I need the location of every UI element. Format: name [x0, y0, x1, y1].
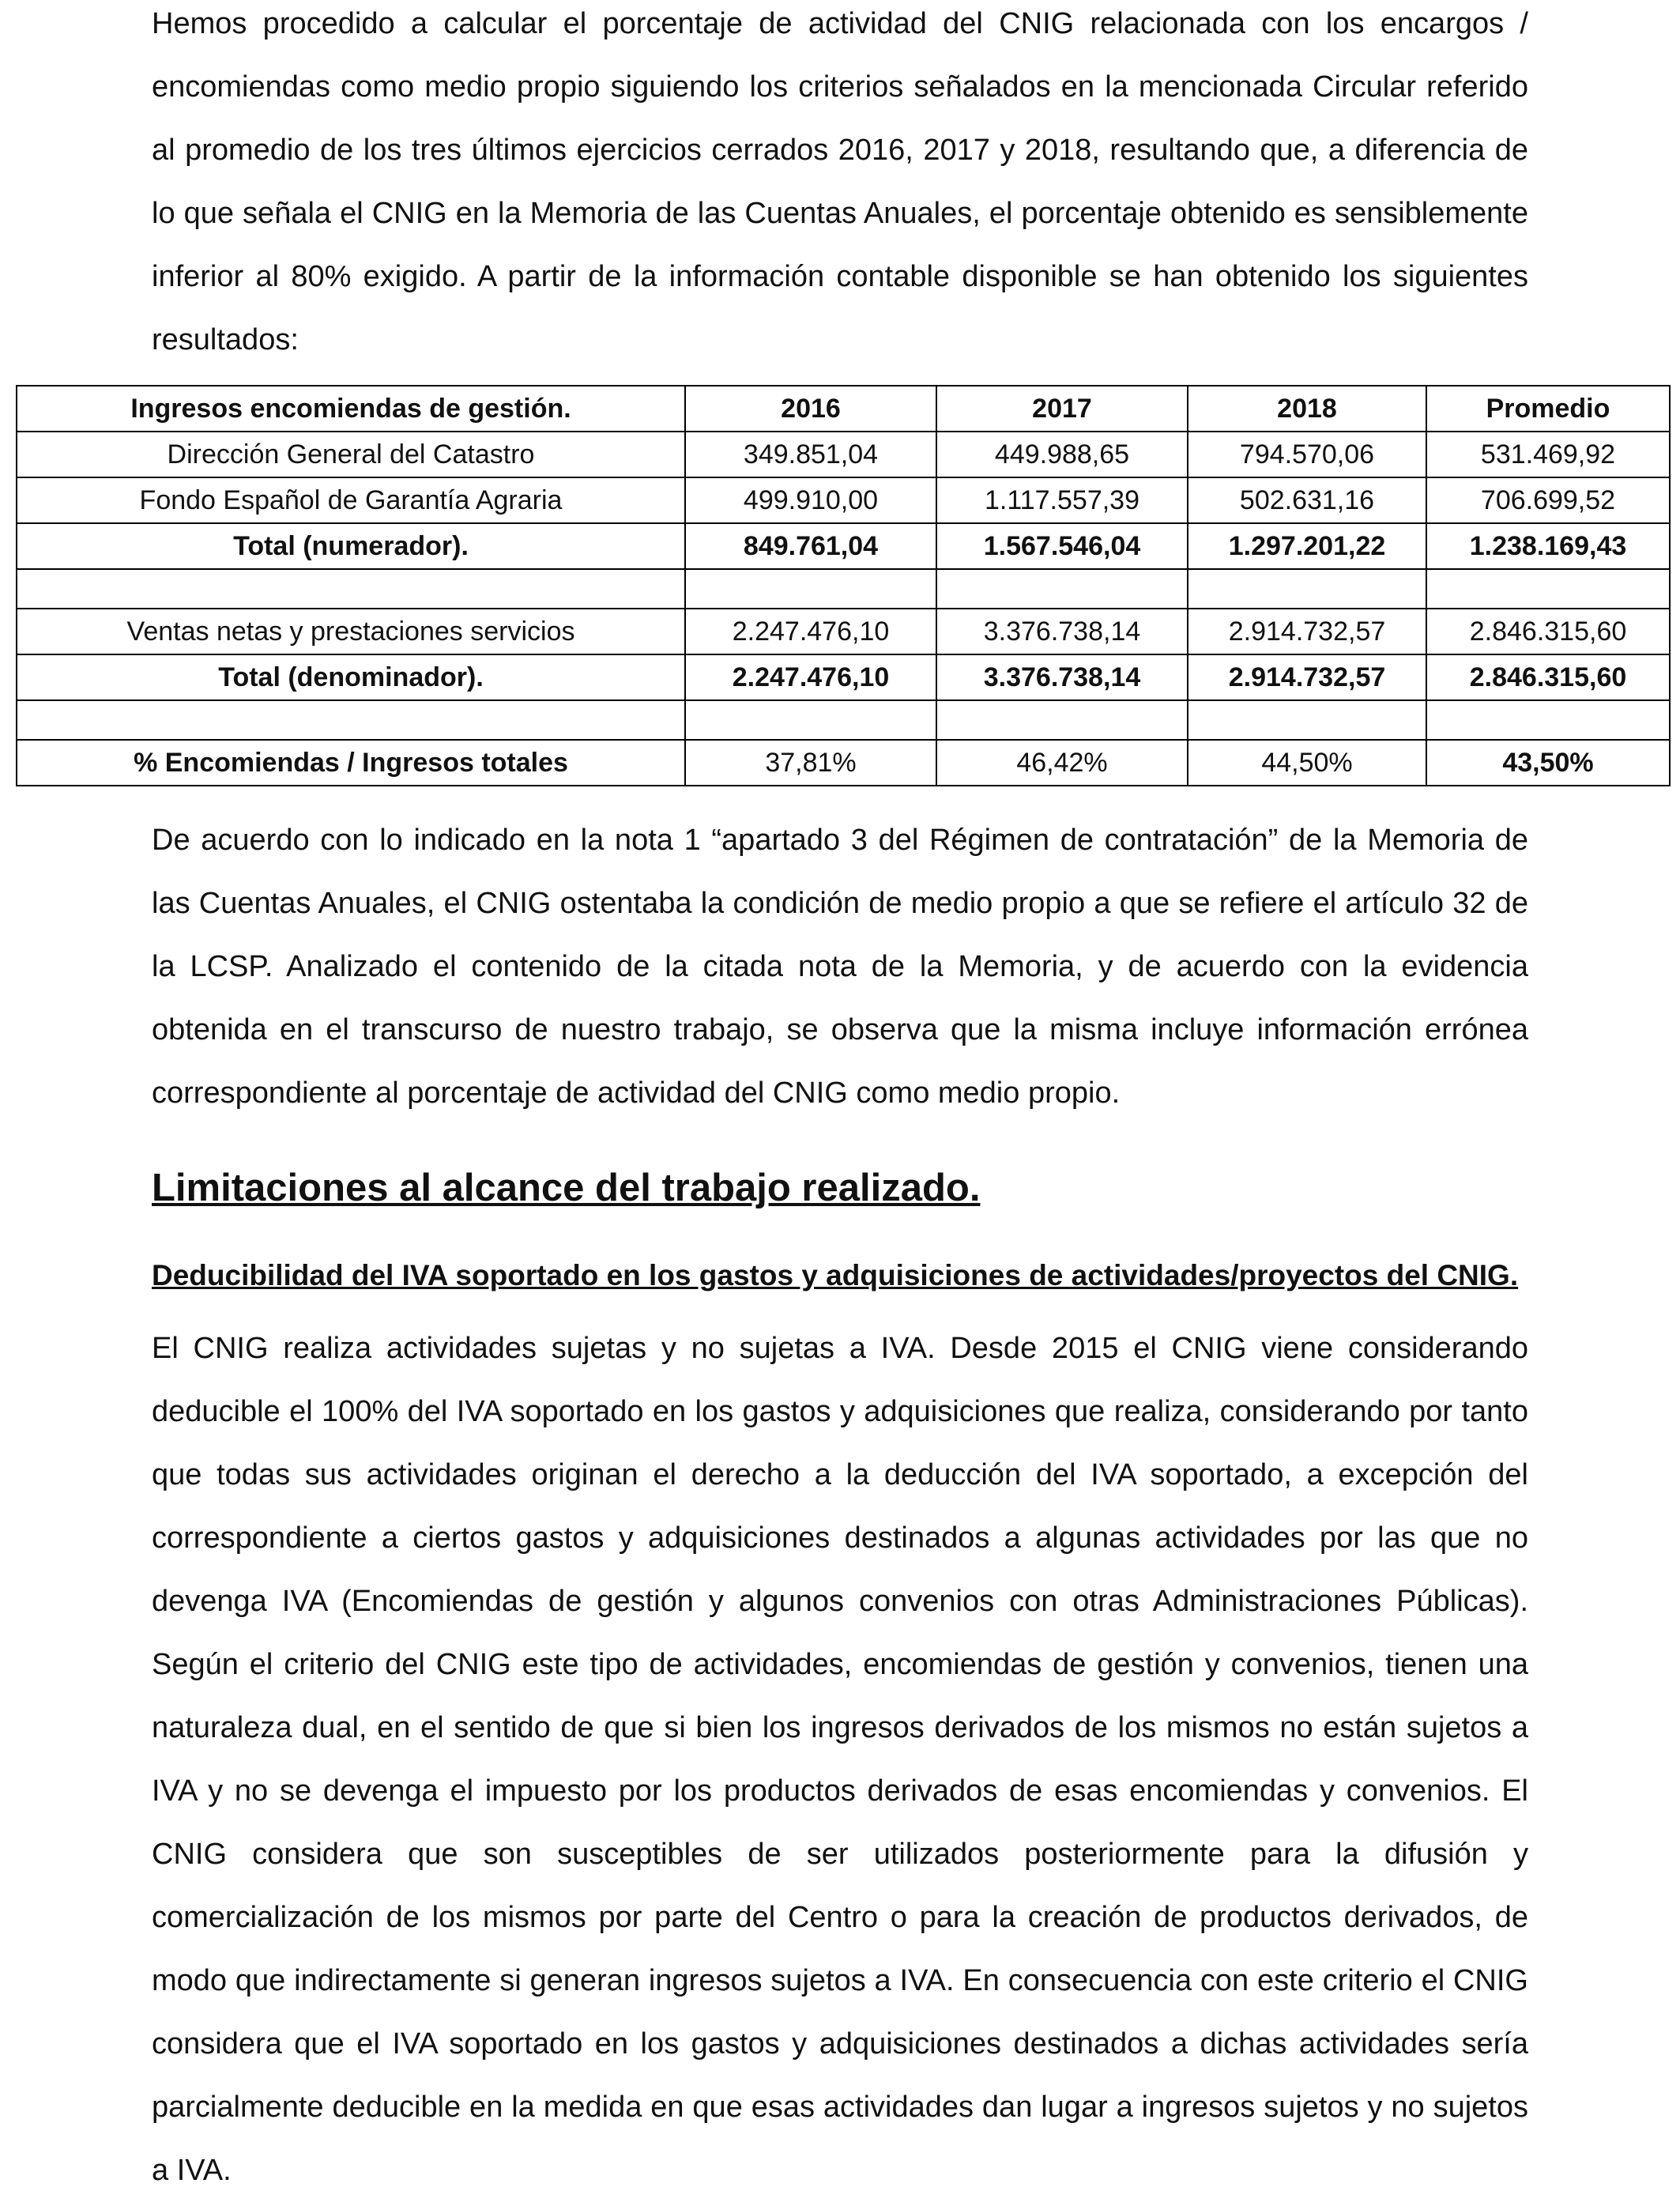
table-row [17, 432, 1670, 477]
cell-value: 2.247.476,10 [685, 654, 936, 700]
cell-value: 37,81% [685, 740, 936, 786]
cell-value: 2.846.315,60 [1426, 654, 1670, 700]
section-heading: Limitaciones al alcance del trabajo realizado. [152, 1167, 981, 1209]
cell-value: 794.570,06 [1188, 432, 1426, 477]
table-header-row [17, 386, 1670, 432]
cell-value: 2.846.315,60 [1426, 609, 1670, 654]
cell-value: 1.238.169,43 [1426, 523, 1670, 569]
header-concept: Ingresos encomiendas de gestión. [17, 386, 685, 432]
cell-value: 2.914.732,57 [1188, 609, 1426, 654]
cell-value: 1.297.201,22 [1188, 523, 1426, 569]
cell-value: 499.910,00 [685, 477, 936, 523]
income-table [16, 385, 1671, 786]
cell-value: 46,42% [936, 740, 1188, 786]
table-spacer-row [17, 569, 1670, 609]
header-2018: 2018 [1188, 386, 1426, 432]
cell-value: 1.117.557,39 [936, 477, 1188, 523]
table-row [17, 609, 1670, 654]
intro-paragraph: Hemos procedido a calcular el porcentaje de actividad del CNIG relacionada con los encargos / encomiendas como medio propio siguiendo los criterios señalados en la mencionada Circular referido al promedio de los tres últimos ejercicios cerrados 2016, 2017 y 2018, resultando que, a diferencia de lo que señala el CNIG en la Memoria de las Cuentas Anuales, el porcentaje obtenido es sensiblemente inferior al 80% exigido. A partir de la información contable disponible se han obtenido los siguientes resultados: [152, 7, 1528, 356]
cell-value: 349.851,04 [685, 432, 936, 477]
header-promedio: Promedio [1426, 386, 1670, 432]
cell-value: 531.469,92 [1426, 432, 1670, 477]
cell-value: 1.567.546,04 [936, 523, 1188, 569]
cell-value: 449.988,65 [936, 432, 1188, 477]
header-2016: 2016 [685, 386, 936, 432]
table-row [17, 477, 1670, 523]
row-label: % Encomiendas / Ingresos totales [17, 740, 685, 786]
cell-value: 3.376.738,14 [936, 654, 1188, 700]
cell-value: 43,50% [1426, 740, 1670, 786]
table-row-percentage [17, 740, 1670, 786]
row-label: Fondo Español de Garantía Agraria [17, 477, 685, 523]
cell-value: 706.699,52 [1426, 477, 1670, 523]
table-row-total-denominator [17, 654, 1670, 700]
cell-value: 849.761,04 [685, 523, 936, 569]
cell-value: 502.631,16 [1188, 477, 1426, 523]
cell-value: 2.247.476,10 [685, 609, 936, 654]
iva-paragraph: El CNIG realiza actividades sujetas y no sujetas a IVA. Desde 2015 el CNIG viene considerando deducible el 100% del IVA soportado en los gastos y adquisiciones que realiza, considerando por tanto que todas sus actividades originan el derecho a la deducción del IVA soportado, a excepción del correspondiente a ciertos gastos y adquisiciones destinados a algunas actividades por las que no devenga IVA (Encomiendas de gestión y algunos convenios con otras Administraciones Públicas). Según el criterio del CNIG este tipo de actividades, encomiendas de gestión y convenios, tienen una naturaleza dual, en el sentido de que si bien los ingresos derivados de los mismos no están sujetos a IVA y no se devenga el impuesto por los productos derivados de esas encomiendas y convenios. El CNIG considera que son susceptibles de ser utilizados posteriormente para la difusión y comercialización de los mismos por parte del Centro o para la creación de productos derivados, de modo que indirectamente si generan ingresos sujetos a IVA. En consecuencia con este criterio el CNIG considera que el IVA soportado en los gastos y adquisiciones destinados a dichas actividades sería parcialmente deducible en la medida en que esas actividades dan lugar a ingresos sujetos y no sujetos a IVA. [152, 1332, 1528, 2187]
row-label: Ventas netas y prestaciones servicios [17, 609, 685, 654]
table-spacer-row [17, 700, 1670, 740]
row-label: Total (denominador). [17, 654, 685, 700]
row-label: Total (numerador). [17, 523, 685, 569]
memoria-paragraph: De acuerdo con lo indicado en la nota 1 “apartado 3 del Régimen de contratación” de la Memoria de las Cuentas Anuales, el CNIG ostentaba la condición de medio propio a que se refiere el artículo 32 de la LCSP. Analizado el contenido de la citada nota de la Memoria, y de acuerdo con la evidencia obtenida en el transcurso de nuestro trabajo, se observa que la misma incluye información errónea correspondiente al porcentaje de actividad del CNIG como medio propio. [152, 824, 1528, 1110]
table-row-total-numerator [17, 523, 1670, 569]
cell-value: 2.914.732,57 [1188, 654, 1426, 700]
header-2017: 2017 [936, 386, 1188, 432]
cell-value: 3.376.738,14 [936, 609, 1188, 654]
row-label: Dirección General del Catastro [17, 432, 685, 477]
cell-value: 44,50% [1188, 740, 1426, 786]
subsection-heading: Deducibilidad del IVA soportado en los gastos y adquisiciones de actividades/proyectos del CNIG. [152, 1259, 1519, 1291]
